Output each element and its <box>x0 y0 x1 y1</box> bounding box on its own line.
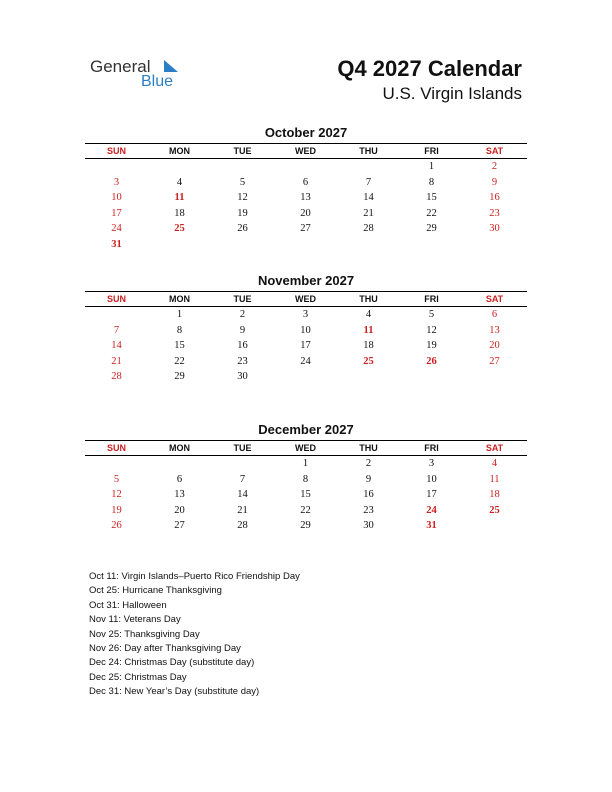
day-cell: 7 <box>113 324 120 336</box>
day-cell: 12 <box>426 324 437 336</box>
holiday-item: Dec 25: Christmas Day <box>89 671 187 683</box>
day-cell: 30 <box>237 371 248 382</box>
weekday-label: THU <box>359 443 378 453</box>
page-subtitle: U.S. Virgin Islands <box>382 84 522 103</box>
week-row <box>85 221 527 237</box>
day-cell: 1 <box>302 458 309 469</box>
day-cell: 11 <box>363 324 374 336</box>
month-calendar <box>85 422 527 534</box>
day-cell: 5 <box>239 176 246 188</box>
week-row <box>85 456 527 472</box>
day-cell: 20 <box>174 504 185 516</box>
day-cell: 27 <box>300 223 311 234</box>
weekday-label: THU <box>359 146 378 156</box>
day-cell: 29 <box>300 520 311 531</box>
holiday-item: Nov 25: Thanksgiving Day <box>89 628 200 640</box>
weekday-label: MON <box>169 146 190 156</box>
day-cell: 18 <box>174 207 185 219</box>
empty-day-cell <box>274 237 337 253</box>
day-cell: 14 <box>237 489 248 500</box>
day-cell: 19 <box>237 207 248 219</box>
holiday-item: Oct 25: Hurricane Thanksgiving <box>89 585 222 597</box>
week-row <box>85 190 527 206</box>
logo-text-general: General <box>90 57 151 76</box>
day-cell: 29 <box>426 223 437 234</box>
empty-day-cell <box>85 307 148 323</box>
day-cell: 13 <box>300 192 311 203</box>
weekday-label: FRI <box>424 294 439 304</box>
week-row <box>85 237 527 253</box>
day-cell: 11 <box>489 473 500 485</box>
day-cell: 9 <box>491 176 498 188</box>
day-cell: 4 <box>491 458 498 469</box>
weekday-header <box>85 440 527 456</box>
holiday-list <box>89 570 300 700</box>
holiday-item: Oct 11: Virgin Islands–Puerto Rico Friendship Day <box>89 571 300 582</box>
weekday-label: TUE <box>233 294 252 304</box>
day-cell: 24 <box>426 504 437 516</box>
day-cell: 14 <box>363 192 374 203</box>
day-cell: 7 <box>365 176 372 188</box>
holiday-item: Oct 31: Halloween <box>89 599 167 611</box>
day-cell: 12 <box>111 489 122 500</box>
week-row <box>85 206 527 222</box>
weekday-label: FRI <box>424 146 439 156</box>
day-cell: 28 <box>363 223 374 234</box>
holiday-item: Nov 11: Veterans Day <box>89 614 181 626</box>
day-cell: 1 <box>176 309 183 320</box>
day-cell: 4 <box>365 309 372 320</box>
day-cell: 27 <box>174 520 185 531</box>
weekday-label: MON <box>169 443 190 453</box>
day-cell: 26 <box>237 223 248 234</box>
day-cell: 22 <box>426 207 437 219</box>
day-cell: 13 <box>489 324 500 336</box>
day-cell: 21 <box>237 504 248 516</box>
empty-day-cell <box>337 237 400 253</box>
weekday-label: MON <box>169 294 190 304</box>
week-row <box>85 503 527 519</box>
day-cell: 19 <box>426 340 437 351</box>
empty-day-cell <box>274 369 337 385</box>
empty-day-cell <box>211 237 274 253</box>
empty-day-cell <box>148 237 211 253</box>
day-cell: 21 <box>363 207 374 219</box>
day-cell: 3 <box>428 458 435 469</box>
day-cell: 17 <box>111 207 122 219</box>
weekday-label: SAT <box>485 146 504 156</box>
weekday-label: SUN <box>106 294 126 304</box>
day-cell: 12 <box>237 192 248 203</box>
weekday-label: SAT <box>485 443 504 453</box>
weekday-label: WED <box>295 443 316 453</box>
month-title: December 2027 <box>258 422 354 437</box>
day-cell: 23 <box>363 504 374 516</box>
week-row <box>85 472 527 488</box>
day-cell: 19 <box>111 504 122 516</box>
holiday-item: Dec 31: New Year’s Day (substitute day) <box>89 686 260 698</box>
day-cell: 17 <box>300 340 311 351</box>
day-cell: 21 <box>111 355 122 367</box>
day-cell: 23 <box>237 355 248 367</box>
day-cell: 2 <box>239 309 246 320</box>
week-row <box>85 175 527 191</box>
week-row <box>85 487 527 503</box>
day-cell: 10 <box>111 192 122 203</box>
day-cell: 30 <box>363 520 374 531</box>
day-cell: 11 <box>174 192 185 203</box>
week-row <box>85 338 527 354</box>
day-cell: 4 <box>176 176 183 188</box>
day-cell: 20 <box>489 340 500 351</box>
day-cell: 25 <box>174 223 185 234</box>
day-cell: 5 <box>113 473 120 485</box>
day-cell: 20 <box>300 207 311 219</box>
holiday-item: Dec 24: Christmas Day (substitute day) <box>89 657 255 669</box>
weekday-label: TUE <box>233 146 252 156</box>
day-cell: 24 <box>111 223 122 234</box>
empty-day-cell <box>85 456 148 472</box>
day-cell: 6 <box>176 473 183 485</box>
week-row <box>85 518 527 534</box>
day-cell: 15 <box>426 192 437 203</box>
empty-day-cell <box>400 237 463 253</box>
empty-day-cell <box>463 237 526 253</box>
day-cell: 8 <box>176 324 183 336</box>
day-cell: 18 <box>363 340 374 351</box>
day-cell: 1 <box>428 161 435 172</box>
weekday-label: SUN <box>106 146 126 156</box>
day-cell: 30 <box>489 223 500 234</box>
day-cell: 28 <box>237 520 248 531</box>
month-calendar <box>85 273 527 385</box>
day-cell: 25 <box>363 355 374 367</box>
week-row <box>85 354 527 370</box>
day-cell: 10 <box>426 473 437 485</box>
weekday-label: SAT <box>485 294 504 304</box>
day-cell: 23 <box>489 207 500 219</box>
day-cell: 7 <box>239 473 246 485</box>
day-cell: 10 <box>300 324 311 336</box>
week-row <box>85 307 527 323</box>
day-cell: 26 <box>111 520 122 531</box>
empty-day-cell <box>148 456 211 472</box>
empty-day-cell <box>148 159 211 175</box>
day-cell: 18 <box>489 489 500 500</box>
month-title: October 2027 <box>264 125 348 140</box>
month-calendar <box>85 125 527 252</box>
day-cell: 3 <box>113 176 120 188</box>
day-cell: 15 <box>174 340 185 351</box>
empty-day-cell <box>400 369 463 385</box>
weekday-label: SUN <box>106 443 126 453</box>
month-title: November 2027 <box>257 273 355 288</box>
day-cell: 8 <box>428 176 435 188</box>
day-cell: 25 <box>489 504 500 516</box>
day-cell: 2 <box>491 161 498 172</box>
day-cell: 17 <box>426 489 437 500</box>
weekday-label: FRI <box>424 443 439 453</box>
day-cell: 16 <box>237 340 248 351</box>
empty-day-cell <box>274 159 337 175</box>
day-cell: 31 <box>111 238 122 250</box>
day-cell: 31 <box>426 520 437 531</box>
empty-day-cell <box>337 159 400 175</box>
empty-day-cell <box>211 159 274 175</box>
day-cell: 16 <box>489 192 500 203</box>
day-cell: 14 <box>111 340 122 351</box>
day-cell: 27 <box>489 355 500 367</box>
day-cell: 5 <box>428 309 435 320</box>
day-cell: 16 <box>363 489 374 500</box>
day-cell: 3 <box>302 309 309 320</box>
holiday-item: Nov 26: Day after Thanksgiving Day <box>89 643 241 655</box>
weekday-label: WED <box>295 294 316 304</box>
weekday-header <box>85 291 527 307</box>
week-row <box>85 323 527 339</box>
empty-day-cell <box>463 369 526 385</box>
weekday-label: THU <box>359 294 378 304</box>
day-cell: 6 <box>491 309 498 320</box>
weekday-label: TUE <box>233 443 252 453</box>
day-cell: 2 <box>365 458 372 469</box>
day-cell: 9 <box>239 324 246 336</box>
day-cell: 15 <box>300 489 311 500</box>
day-cell: 24 <box>300 355 311 367</box>
day-cell: 29 <box>174 371 185 382</box>
empty-day-cell <box>85 159 148 175</box>
day-cell: 26 <box>426 355 437 367</box>
empty-day-cell <box>337 369 400 385</box>
week-row <box>85 369 527 385</box>
weekday-label: WED <box>295 146 316 156</box>
logo-triangle-icon <box>164 60 178 72</box>
day-cell: 22 <box>174 355 185 367</box>
weekday-header <box>85 143 527 159</box>
day-cell: 9 <box>365 473 372 485</box>
day-cell: 22 <box>300 504 311 516</box>
logo-text-blue: Blue <box>141 73 174 90</box>
week-row <box>85 159 527 175</box>
day-cell: 8 <box>302 473 309 485</box>
day-cell: 28 <box>111 371 122 382</box>
empty-day-cell <box>211 456 274 472</box>
empty-day-cell <box>463 518 526 534</box>
day-cell: 6 <box>302 176 309 188</box>
day-cell: 13 <box>174 489 185 500</box>
page-title: Q4 2027 Calendar <box>337 56 522 81</box>
